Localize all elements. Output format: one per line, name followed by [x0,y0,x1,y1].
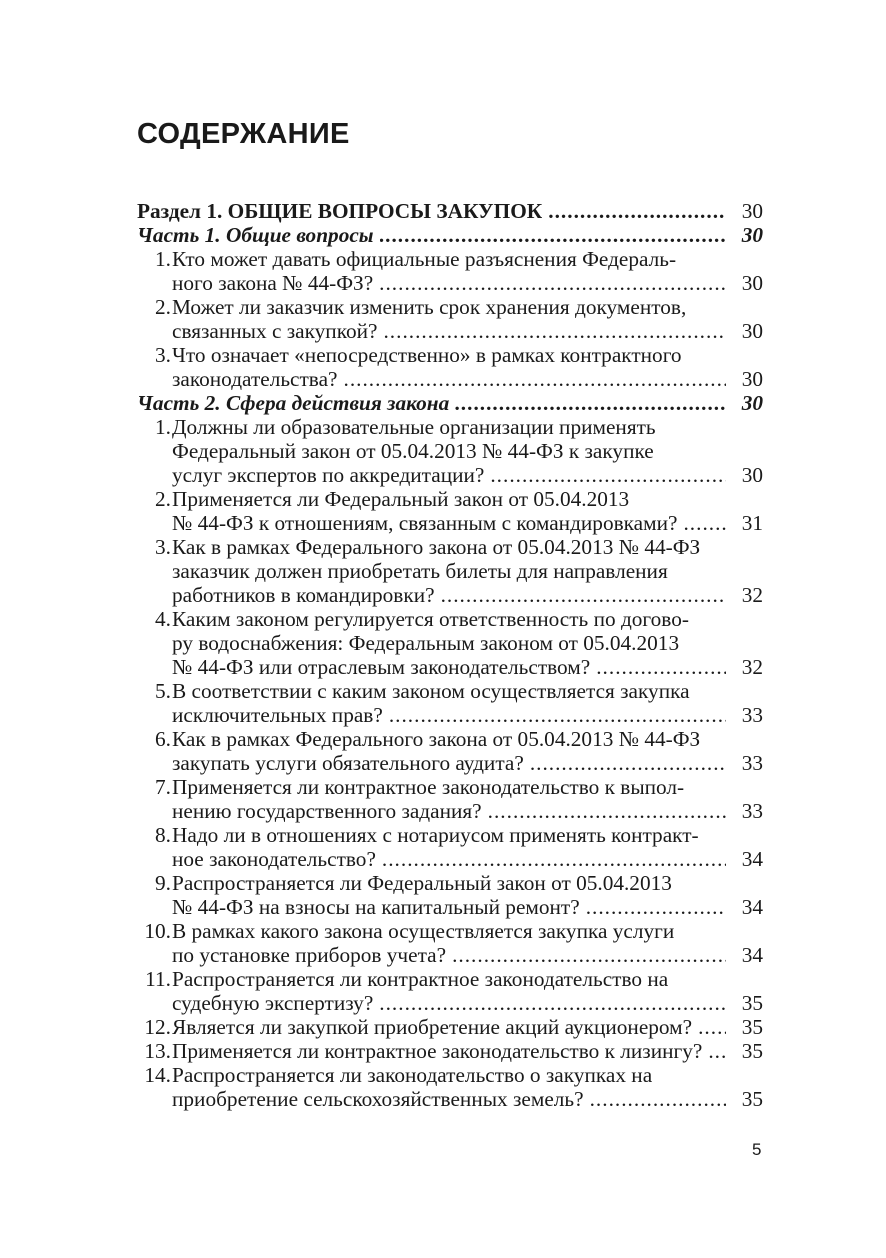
dot-leader [530,751,726,775]
toc-entry-text: услуг экспертов по аккредитации? [172,463,485,487]
toc-item[interactable] [137,775,763,823]
toc-item-number: 6. [155,727,171,751]
toc-entry-text: № 44-ФЗ на взносы на капитальный ремонт? [172,895,580,919]
toc-item-number: 7. [155,775,171,799]
dot-leader [382,847,726,871]
toc-page-ref: 33 [741,751,763,775]
toc-entry-text: судебную экспертизу? [172,991,374,1015]
toc-item-number: 4. [155,607,171,631]
toc-item-number: 2. [155,487,171,511]
toc-item-number: 5. [155,679,171,703]
toc-item[interactable] [137,247,763,295]
toc-entry-text: законодательства? [172,367,338,391]
toc-page-ref: 32 [741,655,763,679]
toc-item[interactable] [137,1039,763,1063]
dot-leader [344,367,727,391]
toc-entry-text: Является ли закупкой приобретение акций аукционером? [172,1015,693,1039]
toc-item[interactable] [137,343,763,391]
toc-item[interactable] [137,727,763,775]
toc-page-ref: 30 [741,223,763,247]
toc-page-ref: 35 [741,991,763,1015]
toc-entry-text: № 44-ФЗ или отраслевым законодательством? [172,655,591,679]
dot-leader [389,703,726,727]
toc-entry-text: ного закона № 44-ФЗ? [172,271,374,295]
toc-entry-text: Применяется ли контрактное законодательство к лизингу? [172,1039,703,1063]
toc-entry-text: Распространяется ли законодательство о закупках на [172,1063,653,1087]
toc-entry-text: заказчик должен приобретать билеты для направления [172,559,668,583]
toc-page-ref: 30 [741,367,763,391]
toc-entry-text: В соответствии с каким законом осуществляется закупка [172,679,690,703]
toc-item-number: 2. [155,295,171,319]
toc-page-ref: 35 [741,1015,763,1039]
toc-page-ref: 31 [741,511,763,535]
dot-leader [383,319,726,343]
toc-entry-text: Что означает «непосредственно» в рамках контрактного [172,343,682,367]
dot-leader [586,895,726,919]
toc-item-number: 3. [155,535,171,559]
toc-entry-text: связанных с закупкой? [172,319,378,343]
toc-item[interactable] [137,487,763,535]
toc-section[interactable] [137,199,763,223]
toc-entry-text: нению государственного задания? [172,799,482,823]
toc-item[interactable] [137,1015,763,1039]
page-title: СОДЕРЖАНИЕ [137,118,350,150]
toc-item-number: 8. [155,823,171,847]
toc-page-ref: 34 [741,895,763,919]
toc-entry-text: Часть 1. Общие вопросы [137,223,374,247]
toc-entry-text: Применяется ли контрактное законодательство к выпол- [172,775,685,799]
page-number: 5 [752,1140,762,1159]
toc-entry-text: Может ли заказчик изменить срок хранения документов, [172,295,687,319]
toc-part[interactable] [137,391,763,415]
toc-item[interactable] [137,295,763,343]
toc-item-number: 13. [144,1039,171,1063]
dot-leader [590,1087,726,1111]
toc-page-ref: 34 [741,943,763,967]
toc-item[interactable] [137,823,763,871]
toc-page-ref: 30 [741,271,763,295]
toc-item[interactable] [137,607,763,679]
toc-entry-text: по установке приборов учета? [172,943,447,967]
toc-page-ref: 34 [741,847,763,871]
table-of-contents [137,199,763,1111]
toc-entry-text: Кто может давать официальные разъяснения Федераль- [172,247,677,271]
toc-item-number: 12. [144,1015,171,1039]
dot-leader [683,511,726,535]
toc-item-number: 3. [155,343,171,367]
toc-entry-text: Надо ли в отношениях с нотариусом применять контракт- [172,823,699,847]
toc-entry-text: Федеральный закон от 05.04.2013 № 44-ФЗ к закупке [172,439,654,463]
toc-entry-text: № 44-ФЗ к отношениям, связанным с командировками? [172,511,678,535]
toc-item[interactable] [137,1063,763,1111]
dot-leader [698,1015,726,1039]
toc-item-number: 9. [155,871,171,895]
dot-leader [488,799,726,823]
toc-entry-text: закупать услуги обязательного аудита? [172,751,524,775]
toc-item[interactable] [137,871,763,919]
toc-page-ref: 32 [741,583,763,607]
dot-leader [380,223,726,247]
toc-entry-text: Каким законом регулируется ответственность по догово- [172,607,689,631]
dot-leader [490,463,726,487]
dot-leader [548,199,726,223]
toc-item-number: 1. [155,247,171,271]
toc-entry-text: Применяется ли Федеральный закон от 05.04.2013 [172,487,630,511]
toc-entry-text: Распространяется ли контрактное законодательство на [172,967,669,991]
toc-item[interactable] [137,967,763,1015]
toc-page-ref: 30 [741,319,763,343]
toc-page-ref: 33 [741,799,763,823]
toc-part[interactable] [137,223,763,247]
toc-item[interactable] [137,535,763,607]
toc-page-ref: 30 [741,391,763,415]
toc-entry-text: В рамках какого закона осуществляется закупка услуги [172,919,675,943]
toc-page-ref: 30 [741,199,763,223]
dot-leader [379,271,726,295]
toc-entry-text: Как в рамках Федерального закона от 05.04.2013 № 44-ФЗ [172,535,701,559]
toc-entry-text: Как в рамках Федерального закона от 05.04.2013 № 44-ФЗ [172,727,701,751]
toc-entry-text: ру водоснабжения: Федеральным законом от 05.04.2013 [172,631,680,655]
toc-item[interactable] [137,415,763,487]
dot-leader [596,655,726,679]
toc-entry-text: ное законодательство? [172,847,376,871]
toc-item[interactable] [137,919,763,967]
dot-leader [441,583,726,607]
toc-item[interactable] [137,679,763,727]
dot-leader [379,991,726,1015]
toc-entry-text: работников в командировки? [172,583,435,607]
toc-entry-text: Раздел 1. ОБЩИЕ ВОПРОСЫ ЗАКУПОК [137,199,543,223]
toc-page-ref: 33 [741,703,763,727]
toc-item-number: 14. [144,1063,171,1087]
toc-entry-text: исключительных прав? [172,703,383,727]
toc-entry-text: приобретение сельскохозяйственных земель? [172,1087,584,1111]
toc-item-number: 1. [155,415,171,439]
toc-page-ref: 30 [741,463,763,487]
dot-leader [708,1039,726,1063]
dot-leader [455,391,726,415]
toc-entry-text: Должны ли образовательные организации применять [172,415,656,439]
toc-item-number: 11. [145,967,171,991]
toc-entry-text: Распространяется ли Федеральный закон от 05.04.2013 [172,871,672,895]
toc-page-ref: 35 [741,1087,763,1111]
toc-page-ref: 35 [741,1039,763,1063]
toc-item-number: 10. [144,919,171,943]
dot-leader [452,943,726,967]
toc-entry-text: Часть 2. Сфера действия закона [137,391,450,415]
